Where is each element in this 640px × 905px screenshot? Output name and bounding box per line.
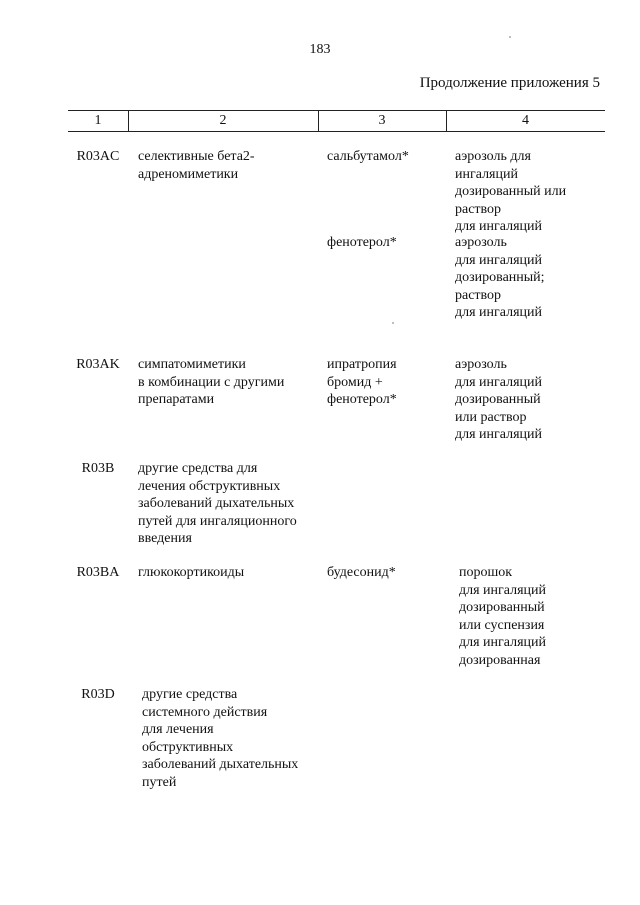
dosage-form-line: для ингаляций [459, 635, 547, 650]
dosage-form-line: дозированный или [455, 184, 567, 199]
description-line: заболеваний дыхательных [142, 757, 299, 772]
atc-code: R03B [81, 461, 115, 476]
table-header [68, 110, 605, 132]
header-col-1: 1 [94, 113, 102, 128]
dosage-form-line: для ингаляций [455, 305, 543, 320]
header-col-2: 2 [219, 113, 227, 128]
description-line: другие средства для [138, 461, 258, 476]
dosage-form-line: аэрозоль для [455, 149, 531, 164]
drug-name [327, 356, 447, 409]
dosage-form-line: аэрозоль [455, 357, 507, 372]
description-line: заболеваний дыхательных [138, 496, 295, 511]
drug-name [327, 148, 447, 166]
drug-name [327, 234, 447, 252]
description-line: препаратами [138, 392, 215, 407]
dosage-form-line: ингаляций [455, 166, 518, 182]
continuation-title: Продолжение приложения 5 [419, 75, 600, 91]
atc-code: R03BA [76, 565, 120, 580]
drug-name-line: фенотерол* [327, 235, 397, 250]
dosage-form-line: дозированная [459, 652, 541, 668]
drug-name [327, 564, 447, 582]
header-col-3: 3 [378, 113, 386, 128]
header-col-4: 4 [522, 113, 529, 128]
group-description [138, 148, 328, 183]
dosage-form-line: раствор [455, 287, 502, 303]
scan-speck [392, 322, 394, 324]
group-description [138, 356, 328, 409]
atc-code: R03AK [76, 357, 120, 372]
dosage-form-line: для ингаляций [455, 374, 543, 390]
description-line: лечения обструктивных [138, 478, 281, 494]
drug-name-line: ипратропия [327, 357, 397, 372]
atc-code: R03AC [76, 149, 120, 164]
description-line: для лечения [142, 722, 214, 737]
description-line: адреномиметики [138, 166, 239, 182]
drug-name-line: сальбутамол* [327, 149, 409, 164]
description-line: путей для ингаляционного [138, 513, 297, 529]
description-line: системного действия [142, 704, 268, 720]
description-line: обструктивных [142, 739, 234, 755]
page-number: 183 [309, 42, 331, 57]
dosage-form-line: для ингаляций [459, 582, 547, 598]
description-line: путей [142, 774, 177, 790]
scan-speck [509, 36, 511, 38]
dosage-form-line: аэрозоль [455, 235, 507, 250]
dosage-form-line: порошок [459, 565, 513, 580]
group-description [142, 686, 332, 791]
description-line: симпатомиметики [138, 357, 246, 372]
description-line: другие средства [142, 687, 238, 702]
drug-name-line: фенотерол* [327, 392, 397, 407]
drug-name-line: будесонид* [327, 565, 396, 580]
dosage-form [455, 356, 605, 444]
dosage-form [455, 148, 605, 236]
dosage-form-line: дозированный; [455, 270, 545, 285]
dosage-form-line: или суспензия [459, 617, 545, 633]
group-description [138, 564, 328, 582]
atc-code: R03D [81, 687, 115, 702]
dosage-form-line: дозированный [459, 600, 545, 615]
group-description [138, 460, 328, 548]
dosage-form-line: для ингаляций [455, 219, 543, 234]
dosage-form-line: для ингаляций [455, 427, 543, 442]
drug-name-line: бромид + [327, 374, 383, 390]
description-line: в комбинации с другими [138, 374, 285, 390]
dosage-form-line: раствор [455, 201, 502, 217]
dosage-form-line: или раствор [455, 409, 527, 425]
description-line: введения [138, 531, 192, 546]
description-line: глюкокортикоиды [138, 565, 245, 580]
dosage-form-line: дозированный [455, 392, 541, 407]
dosage-form [459, 564, 609, 669]
dosage-form [455, 234, 605, 322]
description-line: селективные бета2- [138, 149, 255, 164]
dosage-form-line: для ингаляций [455, 252, 543, 268]
